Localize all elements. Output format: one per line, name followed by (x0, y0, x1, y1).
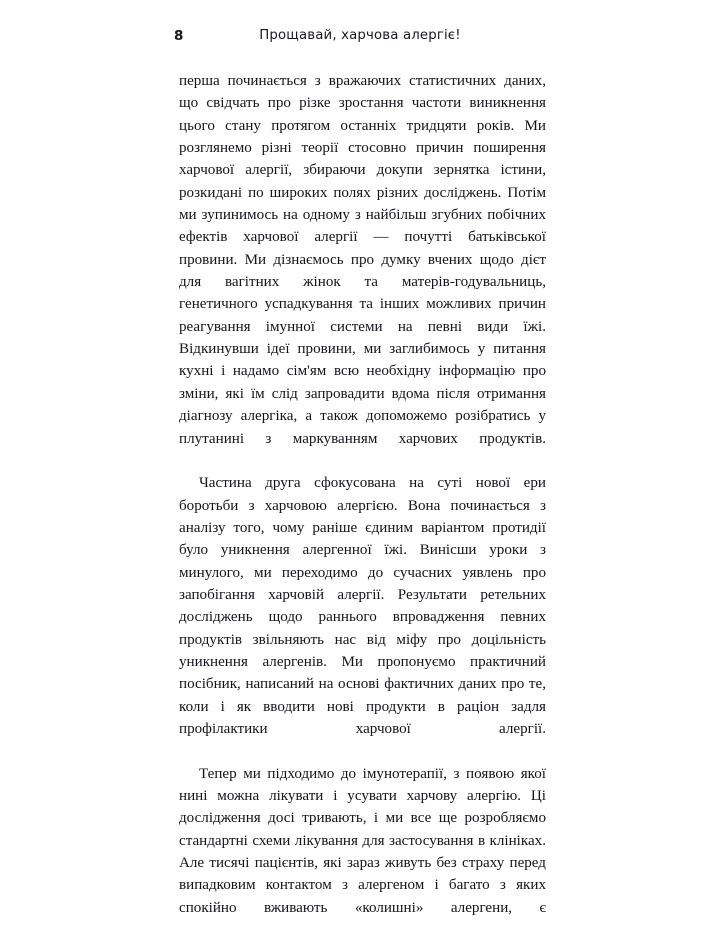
page-number: 8 (174, 28, 184, 44)
paragraph-2: Частина друга сфокусована на суті нової ери боротьби з харчовою алергією. Вона починається з аналізу того, чому раніше єдиним варіантом протидії було уникнення алергенної їжі. Винісши уроки з минулого, ми переходимо до сучасних уявлень про запобігання харчовій алергії. Результати ретельних досліджень щодо раннього впровадження певних продуктів звільняють нас від міфу про доцільність уникнення алергенів. Ми пропонуємо практичний посібник, написаний на основі фактичних даних про те, коли і як вводити нові продукти в раціон задля профілактики харчової алергії. (179, 475, 546, 737)
running-head (0, 26, 720, 50)
running-title: Прощавай, харчова алергіє! (259, 28, 461, 43)
paragraph-3: Тепер ми підходимо до імунотерапії, з появою якої нині можна лікувати і усувати харчову алергію. Ці дослідження досі тривають, і ми все ще розробляємо стандартні схеми лікування для застосування в клініках. Але тисячі пацієнтів, які зараз живуть без страху перед випадковим контактом з алергеном і багато з яких спокійно вживають «колишні» алергени, є (179, 765, 546, 916)
body-text-block (179, 70, 546, 941)
paragraph-1: перша починається з вражаючих статистичних даних, що свідчать про різке зростання частоти виникнення цього стану протягом останніх тридцяти років. Ми розглянемо різні теорії стосовно причин поширення харчової алергії, збираючи докупи зернятка істини, розкидані по широких полях різних досліджень. Потім ми зупинимось на одному з найбільш згубних побічних ефектів харчової алергії — почутті батьківської провини. Ми дізнаємось про думку вчених щодо дієт для вагітних жінок та матерів-годувальниць, генетичного успадкування та інших можливих причин реагування імунної системи на певні види їжі. Відкинувши ідеї провини, ми заглибимось у питання кухні і надамо сім'ям всю необхідну інформацію про зміни, які їм слід запровадити вдома після отримання діагнозу алергіка, а також допоможемо розібратись у плутанині з маркуванням харчових продуктів. (179, 73, 546, 447)
